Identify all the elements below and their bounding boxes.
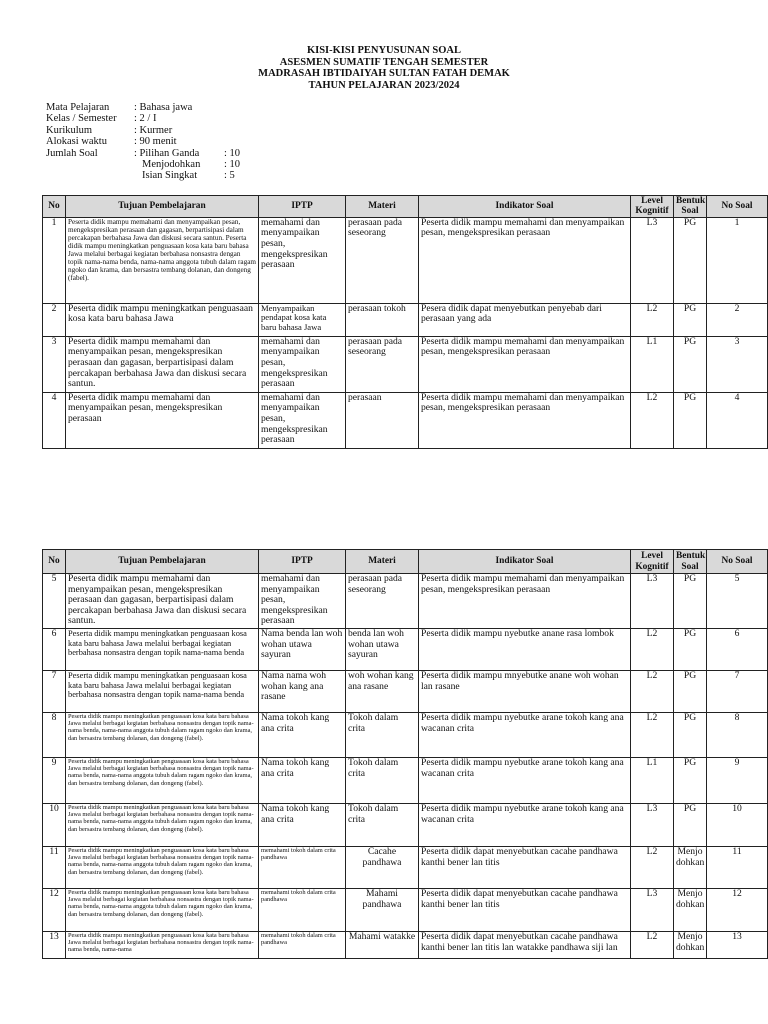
cell-no: 6 xyxy=(43,629,66,671)
cell-nosoal: 8 xyxy=(707,713,768,758)
cell-bentuk: PG xyxy=(674,804,707,847)
cell-tujuan: Peserta didik mampu memahami dan menyampaikan pesan, mengekspresikan perasaan xyxy=(66,392,259,448)
cell-tujuan: Peserta didik mampu meningkatkan penguasaan kosa kata baru bahasa Jawa melalui berbagai kegiatan berbahasa nonsastra dengan topik nama-nama benda, nama-nama anggota tubuh dalam ragam ngoko dan krama, dan bersastra tembang dolanan, dan dongeng (fabel). xyxy=(66,758,259,804)
cell-no: 8 xyxy=(43,713,66,758)
cell-tujuan: Peserta didik mampu meningkatkan penguasaan kosa kata baru bahasa Jawa melalui berbagai kegiatan berbahasa nonsastra dengan topik nama-nama benda, nama-nama anggota tubuh dalam ragam ngoko dan krama, dan bersastra tembang dolanan, dan dongeng (fabel). xyxy=(66,847,259,889)
kisi-table-2 xyxy=(42,549,768,959)
cell-level: L3 xyxy=(631,217,674,303)
cell-tujuan: Peserta didik mampu meningkatkan penguasaan kosa kata baru bahasa Jawa xyxy=(66,303,259,336)
cell-materi: perasaan tokoh xyxy=(346,303,419,336)
cell-indikator: Peserta didik mampu mnyebutke anane woh wohan lan rasane xyxy=(419,671,631,713)
cell-no: 10 xyxy=(43,804,66,847)
cell-no: 5 xyxy=(43,574,66,629)
col-header-materi: Materi xyxy=(346,196,419,218)
cell-level: L2 xyxy=(631,629,674,671)
table-header-row xyxy=(43,550,768,574)
cell-materi: Mahami watakke xyxy=(346,932,419,959)
cell-no: 12 xyxy=(43,889,66,932)
cell-nosoal: 4 xyxy=(707,392,768,448)
col-header-nosoal: No Soal xyxy=(707,550,768,574)
cell-nosoal: 1 xyxy=(707,217,768,303)
cell-iptp: memahami tokoh dalam crita pandhawa xyxy=(259,932,346,959)
cell-bentuk: PG xyxy=(674,574,707,629)
cell-indikator: Peserta didik mampu nyebutke anane rasa lombok xyxy=(419,629,631,671)
cell-no: 13 xyxy=(43,932,66,959)
cell-tujuan: Peserta didik mampu memahami dan menyampaikan pesan, mengekspresikan perasaan dan gagasan, berpartisipasi dalam percakapan berbahasa Jawa dan diskusi secara santun. Peserta didik mampu meningkatkan penguasaan kosa kata baru bahasa Jawa melalui berbagai kegiatan berbahasa nonsastra dengan topik nama-nama benda, nama-nama anggota tubuh dalam ragam ngoko dan krama, dan bersastra tembang dolanan, dan dongeng (fabel). xyxy=(66,217,259,303)
col-header-no: No xyxy=(43,550,66,574)
cell-no: 9 xyxy=(43,758,66,804)
heading-line-1: KISI-KISI PENYUSUNAN SOAL xyxy=(306,45,462,56)
cell-nosoal: 10 xyxy=(707,804,768,847)
info-value: Menjodohkan xyxy=(142,158,201,170)
col-header-iptp: IPTP xyxy=(259,550,346,574)
cell-bentuk: PG xyxy=(674,303,707,336)
table-row xyxy=(43,847,768,889)
heading-line-3: MADRASAH IBTIDAIYAH SULTAN FATAH DEMAK xyxy=(258,68,510,80)
col-header-indikator: Indikator Soal xyxy=(419,550,631,574)
cell-indikator: Pesera didik dapat menyebutkan penyebab dari perasaan yang ada xyxy=(419,303,631,336)
cell-nosoal: 13 xyxy=(707,932,768,959)
col-header-no: No xyxy=(43,196,66,218)
heading-line-2: ASESMEN SUMATIF TENGAH SEMESTER xyxy=(279,56,489,68)
cell-level: L2 xyxy=(631,671,674,713)
col-header-tujuan: Tujuan Pembelajaran xyxy=(66,196,259,218)
cell-level: L3 xyxy=(631,574,674,629)
cell-iptp: Nama nama woh wohan kang ana rasane xyxy=(259,671,346,713)
table-row xyxy=(43,713,768,758)
cell-iptp: memahami dan menyampaikan pesan, mengekspresikan perasaan xyxy=(259,574,346,629)
info-count: : 10 xyxy=(224,158,241,170)
cell-nosoal: 9 xyxy=(707,758,768,804)
cell-iptp: Nama tokoh kang ana crita xyxy=(259,713,346,758)
cell-indikator: Peserta didik mampu memahami dan menyampaikan pesan, mengekspresikan perasaan xyxy=(419,392,631,448)
cell-nosoal: 11 xyxy=(707,847,768,889)
cell-bentuk: PG xyxy=(674,392,707,448)
heading-line-4: TAHUN PELAJARAN 2023/2024 xyxy=(308,79,460,91)
cell-indikator: Peserta didik mampu nyebutke arane tokoh kang ana wacanan crita xyxy=(419,758,631,804)
cell-indikator: Peserta didik dapat menyebutkan cacahe pandhawa kanthi bener lan titis xyxy=(419,889,631,932)
cell-iptp: Nama tokoh kang ana crita xyxy=(259,804,346,847)
document-heading xyxy=(0,45,768,91)
info-label: Alokasi waktu xyxy=(46,136,107,148)
cell-materi: Tokoh dalam crita xyxy=(346,804,419,847)
cell-level: L2 xyxy=(631,303,674,336)
cell-tujuan: Peserta didik mampu memahami dan menyampaikan pesan, mengekspresikan perasaan dan gagasan, berpartisipasi dalam percakapan berbahasa Jawa dan diskusi secara santun. xyxy=(66,336,259,392)
cell-no: 7 xyxy=(43,671,66,713)
table-row xyxy=(43,217,768,303)
cell-indikator: Peserta didik mampu nyebutke arane tokoh kang ana wacanan crita xyxy=(419,713,631,758)
cell-materi: Mahami pandhawa xyxy=(346,889,419,932)
table-row xyxy=(43,303,768,336)
cell-bentuk: PG xyxy=(674,758,707,804)
table-row xyxy=(43,336,768,392)
table-row xyxy=(43,804,768,847)
col-header-nosoal: No Soal xyxy=(707,196,768,218)
col-header-bentuk: Bentuk Soal xyxy=(674,550,707,574)
cell-iptp: Menyampaikan pendapat kosa kata baru bahasa Jawa xyxy=(259,303,346,336)
cell-bentuk: PG xyxy=(674,217,707,303)
cell-nosoal: 7 xyxy=(707,671,768,713)
cell-level: L1 xyxy=(631,336,674,392)
cell-materi: Cacahe pandhawa xyxy=(346,847,419,889)
cell-nosoal: 6 xyxy=(707,629,768,671)
info-value: : 90 menit xyxy=(134,136,177,148)
col-header-tujuan: Tujuan Pembelajaran xyxy=(66,550,259,574)
kisi-table-1 xyxy=(42,195,768,449)
table-row xyxy=(43,932,768,959)
cell-iptp: memahami dan menyampaikan pesan, mengekspresikan perasaan xyxy=(259,336,346,392)
table-row xyxy=(43,758,768,804)
cell-level: L2 xyxy=(631,392,674,448)
cell-bentuk: Menjo dohkan xyxy=(674,847,707,889)
table-row xyxy=(43,574,768,629)
cell-tujuan: Peserta didik mampu meningkatkan penguasaan kosa kata baru bahasa Jawa melalui berbagai kegiatan berbahasa nonsastra dengan topik nama-nama benda xyxy=(66,629,259,671)
cell-nosoal: 12 xyxy=(707,889,768,932)
cell-no: 4 xyxy=(43,392,66,448)
info-value: : Pilihan Ganda xyxy=(134,147,200,159)
cell-tujuan: Peserta didik mampu meningkatkan penguasaan kosa kata baru bahasa Jawa melalui berbagai kegiatan berbahasa nonsastra dengan topik nama-nama benda xyxy=(66,671,259,713)
cell-no: 1 xyxy=(43,217,66,303)
cell-bentuk: PG xyxy=(674,713,707,758)
cell-indikator: Peserta didik mampu memahami dan menyampaikan pesan, mengekspresikan perasaan xyxy=(419,217,631,303)
cell-tujuan: Peserta didik mampu meningkatkan penguasaan kosa kata baru bahasa Jawa melalui berbagai kegiatan berbahasa nonsastra dengan topik nama-nama benda, nama-nama anggota tubuh dalam ragam ngoko dan krama, dan bersastra tembang dolanan, dan dongeng (fabel). xyxy=(66,804,259,847)
cell-indikator: Peserta didik mampu memahami dan menyampaikan pesan, mengekspresikan perasaan xyxy=(419,574,631,629)
info-count: : 5 xyxy=(224,170,235,182)
cell-indikator: Peserta didik mampu memahami dan menyampaikan pesan, mengekspresikan perasaan xyxy=(419,336,631,392)
cell-tujuan: Peserta didik mampu memahami dan menyampaikan pesan, mengekspresikan perasaan dan gagasan, berpartisipasi dalam percakapan berbahasa Jawa dan diskusi secara santun. xyxy=(66,574,259,629)
cell-materi: woh wohan kang ana rasane xyxy=(346,671,419,713)
cell-bentuk: Menjo dohkan xyxy=(674,932,707,959)
info-value: : Kurmer xyxy=(134,124,173,136)
table-row xyxy=(43,392,768,448)
cell-tujuan: Peserta didik mampu meningkatkan penguasaan kosa kata baru bahasa Jawa melalui berbagai kegiatan berbahasa nonsastra dengan topik nama-nama benda, nama-nama anggota tubuh dalam ragam ngoko dan krama, dan bersastra tembang dolanan, dan dongeng (fabel). xyxy=(66,713,259,758)
cell-materi: perasaan pada seseorang xyxy=(346,217,419,303)
cell-materi: Tokoh dalam crita xyxy=(346,713,419,758)
cell-iptp: memahami dan menyampaikan pesan, mengekspresikan perasaan xyxy=(259,217,346,303)
cell-materi: perasaan pada seseorang xyxy=(346,574,419,629)
cell-indikator: Peserta didik mampu nyebutke arane tokoh kang ana wacanan crita xyxy=(419,804,631,847)
cell-bentuk: Menjo dohkan xyxy=(674,889,707,932)
cell-level: L3 xyxy=(631,889,674,932)
cell-iptp: memahami dan menyampaikan pesan, mengekspresikan perasaan xyxy=(259,392,346,448)
col-header-iptp: IPTP xyxy=(259,196,346,218)
col-header-level: Level Kognitif xyxy=(631,550,674,574)
cell-level: L2 xyxy=(631,847,674,889)
info-label: Kurikulum xyxy=(46,124,93,136)
cell-bentuk: PG xyxy=(674,671,707,713)
info-label: Jumlah Soal xyxy=(46,147,98,159)
cell-materi: perasaan xyxy=(346,392,419,448)
info-value: Isian Singkat xyxy=(142,170,198,182)
cell-level: L2 xyxy=(631,932,674,959)
col-header-level: Level Kognitif xyxy=(631,196,674,218)
cell-bentuk: PG xyxy=(674,336,707,392)
info-label: Kelas / Semester xyxy=(46,113,117,125)
cell-materi: Tokoh dalam crita xyxy=(346,758,419,804)
cell-tujuan: Peserta didik mampu meningkatkan penguasaan kosa kata baru bahasa Jawa melalui berbagai kegiatan berbahasa nonsastra dengan topik nama-nama benda, nama-nama anggota tubuh dalam ragam ngoko dan krama, dan bersastra tembang dolanan, dan dongeng (fabel). xyxy=(66,889,259,932)
info-value: : Bahasa jawa xyxy=(134,102,193,113)
cell-iptp: memahami tokoh dalam crita pandhawa xyxy=(259,847,346,889)
cell-iptp: Nama tokoh kang ana crita xyxy=(259,758,346,804)
cell-nosoal: 3 xyxy=(707,336,768,392)
table-row xyxy=(43,889,768,932)
table-row xyxy=(43,671,768,713)
cell-materi: benda lan woh wohan utawa sayuran xyxy=(346,629,419,671)
cell-bentuk: PG xyxy=(674,629,707,671)
cell-level: L1 xyxy=(631,758,674,804)
cell-level: L2 xyxy=(631,713,674,758)
cell-tujuan: Peserta didik mampu meningkatkan penguasaan kosa kata baru bahasa Jawa melalui berbagai kegiatan berbahasa nonsastra dengan topik nama-nama benda, nama-nama xyxy=(66,932,259,959)
info-value: : 2 / I xyxy=(134,113,157,125)
cell-no: 11 xyxy=(43,847,66,889)
cell-level: L3 xyxy=(631,804,674,847)
cell-no: 3 xyxy=(43,336,66,392)
cell-indikator: Peserta didik dapat menyebutkan cacahe pandhawa kanthi bener lan titis xyxy=(419,847,631,889)
cell-iptp: memahami tokoh dalam crita pandhawa xyxy=(259,889,346,932)
cell-materi: perasaan pada seseorang xyxy=(346,336,419,392)
cell-no: 2 xyxy=(43,303,66,336)
table-header-row xyxy=(43,196,768,218)
info-count: : 10 xyxy=(224,147,241,159)
cell-iptp: Nama benda lan woh wohan utawa sayuran xyxy=(259,629,346,671)
cell-indikator: Peserta didik dapat menyebutkan cacahe pandhawa kanthi bener lan titis lan watakke pandhawa siji lan xyxy=(419,932,631,959)
col-header-bentuk: Bentuk Soal xyxy=(674,196,707,218)
info-label: Mata Pelajaran xyxy=(46,102,110,113)
cell-nosoal: 2 xyxy=(707,303,768,336)
cell-nosoal: 5 xyxy=(707,574,768,629)
col-header-materi: Materi xyxy=(346,550,419,574)
col-header-indikator: Indikator Soal xyxy=(419,196,631,218)
table-row xyxy=(43,629,768,671)
